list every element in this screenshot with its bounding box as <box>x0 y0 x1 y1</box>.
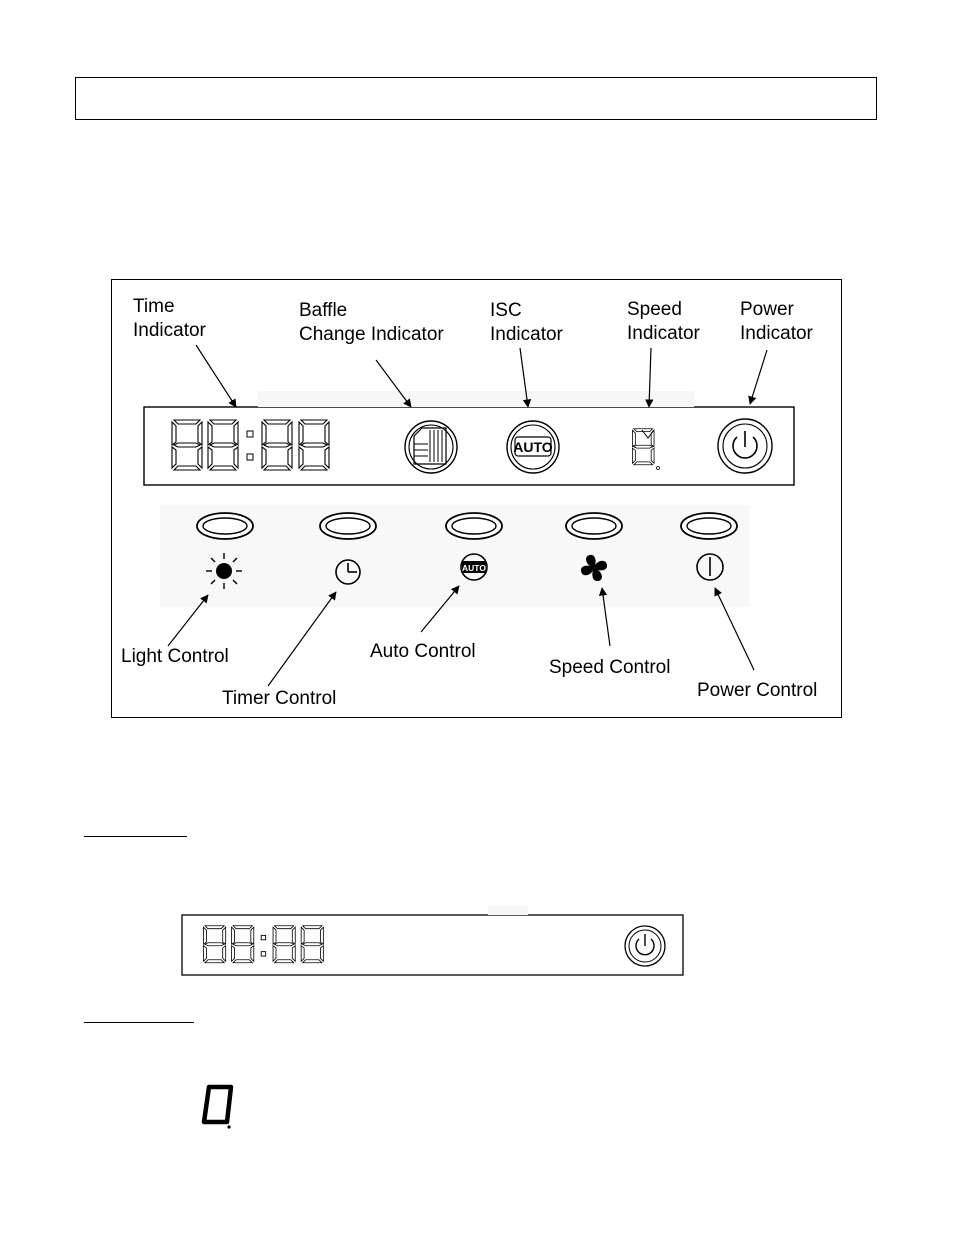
speed-indicator-label: Speed Indicator <box>627 299 700 344</box>
example-power-icon <box>625 926 665 966</box>
light-control-label: Light Control <box>121 646 229 667</box>
timer-button[interactable] <box>320 513 376 539</box>
baffle-indicator-label: Baffle Change Indicator <box>299 300 444 345</box>
time-display-example <box>182 906 683 975</box>
isc-auto-text: AUTO <box>513 439 553 455</box>
isc-indicator-label: ISC Indicator <box>490 300 563 345</box>
timer-control-label: Timer Control <box>222 688 337 709</box>
speed-control-label: Speed Control <box>549 657 671 678</box>
speed-button[interactable] <box>566 513 622 539</box>
time-indicator-label: Time Indicator <box>133 296 206 341</box>
display-panel <box>144 391 794 485</box>
speed-digit-example <box>204 1087 231 1129</box>
auto-icon-text: AUTO <box>462 563 486 573</box>
power-button[interactable] <box>681 513 737 539</box>
power-control-label: Power Control <box>697 680 818 701</box>
baffle-change-icon <box>405 421 457 473</box>
sun-icon <box>206 553 242 589</box>
power-indicator-icon <box>718 419 772 473</box>
power-indicator-label: Power Indicator <box>740 299 813 344</box>
auto-button[interactable] <box>446 513 502 539</box>
auto-control-label: Auto Control <box>370 641 476 662</box>
speed-indicator-digit <box>632 429 659 470</box>
light-button[interactable] <box>197 513 253 539</box>
time-display-digits <box>172 420 329 470</box>
